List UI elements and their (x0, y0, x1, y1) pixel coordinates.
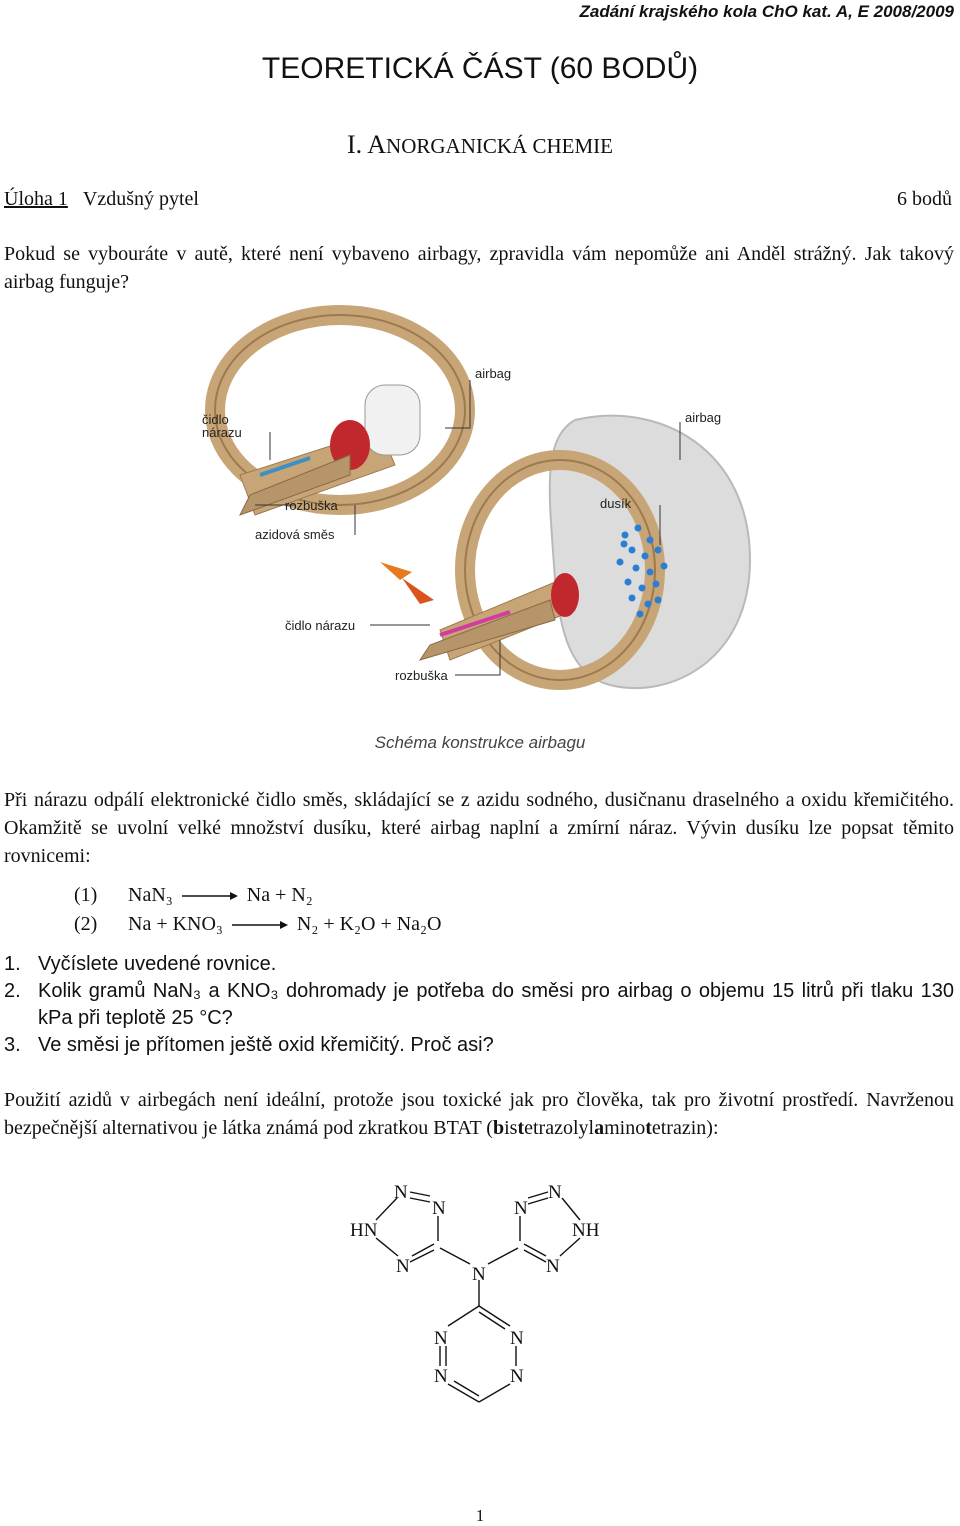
question-list (4, 951, 954, 1059)
acronym-letter: a (594, 1117, 605, 1139)
intro-paragraph: Pokud se vybouráte v autě, které není vybaveno airbagy, zpravidla vám nepomůže ani Anděl strážný. Jak takový airbag funguje? (4, 243, 954, 293)
figure-caption: Schéma konstrukce airbagu (374, 733, 586, 752)
explanation-paragraph: Při nárazu odpálí elektronické čidlo směs, skládající se z azidu sodného, dusičnanu draselného a oxidu křemičitého. Okamžitě se uvolní velké množství dusíku, které airbag naplní a zmírní náraz. Vývin dusíku lze popsat těmito rovnicemi: (4, 789, 954, 867)
acronym-letter: t (645, 1117, 652, 1139)
equation-right: N₂ + K₂O + Na₂O (296, 913, 442, 935)
label-airbag-right: airbag (685, 410, 722, 425)
equation-left: NaN₃ (128, 884, 173, 906)
question-item (4, 951, 954, 978)
atom-n: N (432, 1198, 446, 1219)
exam-title: Zadání krajského kola ChO kat. A, E 2008/2009 (579, 2, 954, 21)
section-name: NORGANICKÁ CHEMIE (386, 134, 613, 158)
equation-1 (74, 881, 313, 909)
label-sensor-bottom: čidlo nárazu (285, 618, 356, 633)
section-initial: A (367, 130, 387, 159)
question-text: Ve směsi je přítomen ještě oxid křemičitý. Proč asi? (38, 1034, 494, 1056)
task-name: Vzdušný pytel (82, 188, 199, 210)
atom-n: N (472, 1264, 486, 1285)
label-airbag-top: airbag (475, 366, 512, 381)
question-number: 1. (4, 953, 21, 975)
label-detonator-bottom: rozbuška (395, 668, 448, 683)
atom-nh: NH (572, 1220, 600, 1241)
atom-n: N (396, 1256, 410, 1277)
acronym-letter: t (517, 1117, 525, 1139)
question-text: Kolik gramů NaN₃ a KNO₃ dohromady je potřeba do směsi pro airbag o objemu 15 litrů při tlaku 130 kPa při teplotě 25 °C? (38, 980, 954, 1029)
label-detonator-top: rozbuška (285, 498, 338, 513)
reaction-arrow-icon (182, 891, 238, 901)
section-title (0, 130, 960, 160)
final-paragraph (4, 1086, 954, 1142)
label-sensor-top-1: čidlo (202, 412, 229, 427)
atom-n: N (514, 1198, 528, 1219)
question-number: 3. (4, 1034, 21, 1056)
page-number: 1 (475, 1506, 485, 1525)
atom-n: N (394, 1182, 408, 1203)
name-part: etrazolyl (524, 1117, 595, 1139)
label-azide-mix: azidová směs (255, 527, 335, 542)
name-part: mino (604, 1117, 646, 1139)
task-heading (4, 188, 952, 216)
equation-2 (74, 910, 441, 938)
name-part: etrazin (651, 1117, 707, 1139)
final-text: Použití azidů v airbegách není ideální, protože jsou toxické jak pro člověka, tak pro životní prostředí. Navrženou bezpečnější alternativou je látka známá pod zkratkou BTAT ( (4, 1089, 954, 1139)
name-part: is (504, 1117, 518, 1139)
atom-n: N (546, 1256, 560, 1277)
atom-n: N (548, 1182, 562, 1203)
equation-number: (1) (74, 884, 98, 906)
label-sensor-top-2: nárazu (202, 425, 242, 440)
label-nitrogen: dusík (600, 496, 632, 511)
atom-n: N (510, 1366, 524, 1387)
task-label: Úloha 1 (4, 188, 68, 210)
main-title: TEORETICKÁ ČÁST (60 BODŮ) (261, 52, 699, 85)
equation-right: Na + N₂ (246, 884, 313, 906)
equation-number: (2) (74, 913, 98, 935)
btat-structure (330, 1176, 630, 1406)
atom-n: N (510, 1328, 524, 1349)
question-item (4, 1032, 954, 1059)
acronym-letter: b (492, 1117, 505, 1139)
airbag-diagram (180, 300, 780, 720)
question-number: 2. (4, 980, 21, 1002)
atom-n: N (434, 1366, 448, 1387)
upper-steering-wheel (215, 315, 465, 515)
task-points: 6 bodů (897, 188, 952, 210)
atom-n: N (434, 1328, 448, 1349)
equation-left: Na + KNO₃ (128, 913, 223, 935)
section-numeral: I. (347, 130, 363, 159)
impact-arrows (380, 562, 434, 604)
question-item (4, 978, 954, 1032)
reaction-arrow-icon (232, 920, 288, 930)
atom-hn: HN (350, 1220, 378, 1241)
question-text: Vyčíslete uvedené rovnice. (38, 953, 277, 975)
name-part: ): (706, 1117, 719, 1139)
